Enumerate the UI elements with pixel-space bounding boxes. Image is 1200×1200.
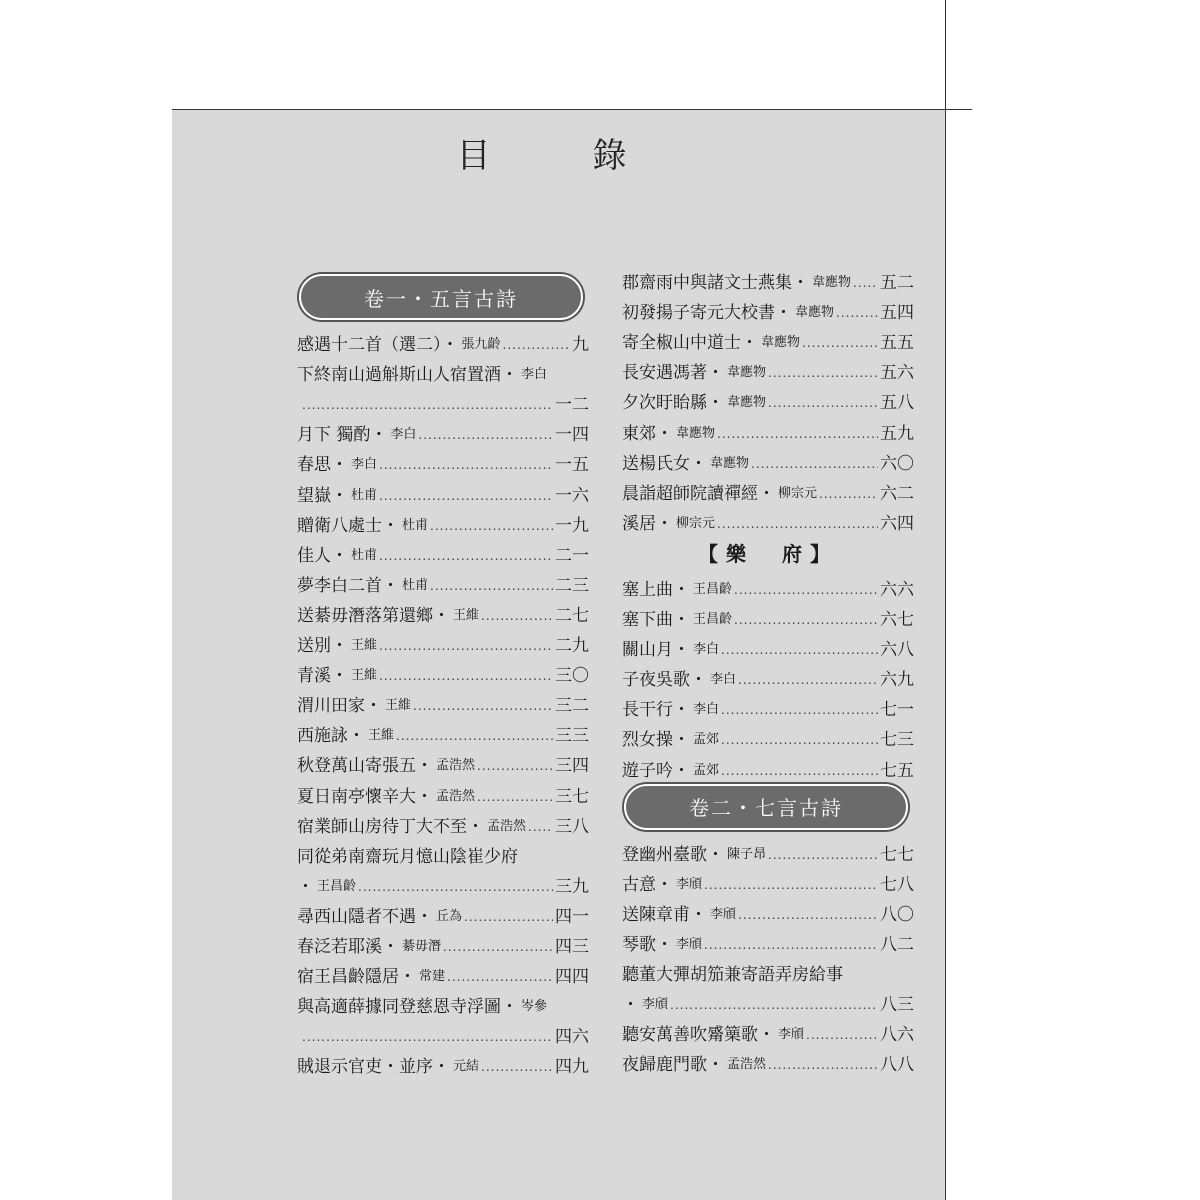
entry-author: 陳子昂 xyxy=(727,846,767,862)
toc-entry[interactable] xyxy=(297,958,589,988)
leader-dots xyxy=(734,609,878,631)
leader-dots xyxy=(443,936,553,958)
entry-page: 五二 xyxy=(880,273,914,294)
toc-left-column xyxy=(297,272,589,1078)
entry-title: 晨詣超師院讀禪經・ xyxy=(622,483,775,504)
toc-entry[interactable] xyxy=(622,721,914,751)
entry-page: 八二 xyxy=(880,934,914,955)
entry-author: 李白 xyxy=(351,457,378,473)
entry-title: 琴歌・ xyxy=(622,934,673,955)
toc-entry[interactable] xyxy=(622,751,914,781)
entry-page: 二三 xyxy=(555,575,589,596)
entry-author: 王昌齡 xyxy=(317,878,357,894)
entry-title: 郡齋雨中與諸文士燕集・ xyxy=(622,273,809,294)
entry-title: ・ xyxy=(297,876,314,897)
entry-author: 孟郊 xyxy=(693,732,720,748)
toc-entry[interactable] xyxy=(297,416,589,446)
leader-dots xyxy=(721,729,878,751)
entry-page: 三三 xyxy=(555,726,589,747)
toc-entry[interactable] xyxy=(622,324,914,354)
entry-page: 三四 xyxy=(555,756,589,777)
entry-page: 六四 xyxy=(880,513,914,534)
entry-title: 遊子吟・ xyxy=(622,760,690,781)
toc-entry[interactable] xyxy=(297,386,589,416)
entry-page: 七五 xyxy=(880,760,914,781)
toc-entry[interactable] xyxy=(622,445,914,475)
entry-author: 丘為 xyxy=(436,908,463,924)
volume-banner-1 xyxy=(299,274,583,320)
entry-page: 四三 xyxy=(555,936,589,957)
leader-dots xyxy=(379,665,553,687)
leader-dots xyxy=(670,994,878,1016)
leader-dots xyxy=(302,1026,553,1048)
entry-author: 韋應物 xyxy=(727,395,767,411)
leader-dots xyxy=(738,904,878,926)
entry-page: 三八 xyxy=(555,816,589,837)
entry-author: 杜甫 xyxy=(402,577,429,593)
leader-dots xyxy=(503,334,570,356)
entry-title: 烈女操・ xyxy=(622,730,690,751)
entry-page: 六二 xyxy=(880,483,914,504)
toc-entry[interactable] xyxy=(297,567,589,597)
leader-dots xyxy=(379,545,553,567)
toc-entry[interactable] xyxy=(622,1016,914,1046)
entry-author: 李白 xyxy=(693,642,720,658)
toc-entry[interactable] xyxy=(622,505,914,535)
leader-dots xyxy=(734,579,878,601)
toc-entry[interactable] xyxy=(297,988,589,1018)
entry-page: 二一 xyxy=(555,545,589,566)
leader-dots xyxy=(717,513,878,535)
entry-author: 綦毋潛 xyxy=(402,938,442,954)
entry-author: 李白 xyxy=(693,702,720,718)
toc-entry[interactable] xyxy=(622,926,914,956)
volume-banner-2 xyxy=(624,784,908,830)
leader-dots xyxy=(481,1056,553,1078)
entry-title: 東郊・ xyxy=(622,423,673,444)
leader-dots xyxy=(379,454,553,476)
entry-title: 西施詠・ xyxy=(297,726,365,747)
entry-title: 贈衛八處士・ xyxy=(297,515,399,536)
entry-author: 岑參 xyxy=(521,999,548,1015)
entry-title: 與高適薛據同登慈恩寺浮圖・ xyxy=(297,997,518,1018)
entry-page: 四六 xyxy=(555,1027,589,1048)
entry-title: 送陳章甫・ xyxy=(622,904,707,925)
leader-dots xyxy=(430,515,553,537)
entry-title: 渭川田家・ xyxy=(297,696,382,717)
entry-title: 溪居・ xyxy=(622,513,673,534)
entry-page: 四一 xyxy=(555,906,589,927)
toc-entry[interactable] xyxy=(297,1018,589,1048)
entry-title: 塞下曲・ xyxy=(622,610,690,631)
entry-title: ・ xyxy=(622,995,639,1016)
entry-page: 一二 xyxy=(555,395,589,416)
toc-entry[interactable] xyxy=(297,808,589,838)
entry-page: 七七 xyxy=(880,844,914,865)
entry-page: 三九 xyxy=(555,876,589,897)
entry-author: 李白 xyxy=(521,367,548,383)
entry-title: 夢李白二首・ xyxy=(297,575,399,596)
entry-title: 賊退示官吏・並序・ xyxy=(297,1057,450,1078)
entry-author: 李頎 xyxy=(642,997,669,1013)
entry-title: 同從弟南齋玩月憶山陰崔少府 xyxy=(297,846,518,867)
entry-page: 七八 xyxy=(880,874,914,895)
toc-entry[interactable] xyxy=(622,836,914,866)
entry-author: 孟郊 xyxy=(693,762,720,778)
leader-dots xyxy=(806,1024,878,1046)
entry-title: 塞上曲・ xyxy=(622,579,690,600)
leader-dots xyxy=(430,575,553,597)
toc-entry[interactable] xyxy=(622,294,914,324)
entry-title: 聽安萬善吹觱篥歌・ xyxy=(622,1025,775,1046)
leader-dots xyxy=(413,695,553,717)
entry-author: 韋應物 xyxy=(795,305,835,321)
entry-author: 張九齡 xyxy=(461,337,501,353)
entry-author: 杜甫 xyxy=(351,547,378,563)
leader-dots xyxy=(738,669,878,691)
toc-entry[interactable] xyxy=(622,1046,914,1076)
volume-banner-1-label: 卷一・五言古詩 xyxy=(364,286,518,311)
section-heading-yuefu: 【樂 府】 xyxy=(698,542,838,567)
toc-entry[interactable] xyxy=(297,507,589,537)
entry-title: 春泛若耶溪・ xyxy=(297,936,399,957)
leader-dots xyxy=(477,755,553,777)
entry-author: 王昌齡 xyxy=(693,581,733,597)
entry-title: 宿業師山房待丁大不至・ xyxy=(297,816,484,837)
entry-page: 四四 xyxy=(555,967,589,988)
entry-page: 九 xyxy=(572,335,589,356)
entry-author: 韋應物 xyxy=(761,335,801,351)
entry-title: 下終南山過斛斯山人宿置酒・ xyxy=(297,365,518,386)
toc-list-right-b xyxy=(622,571,914,782)
toc-entry[interactable] xyxy=(297,537,589,567)
toc-list-right-a xyxy=(622,264,914,535)
entry-title: 春思・ xyxy=(297,455,348,476)
entry-page: 六七 xyxy=(880,610,914,631)
entry-author: 柳宗元 xyxy=(676,515,716,531)
entry-page: 四九 xyxy=(555,1057,589,1078)
toc-entry[interactable] xyxy=(297,627,589,657)
entry-title: 感遇十二首（選二）・ xyxy=(297,335,459,356)
entry-author: 王維 xyxy=(385,698,412,714)
entry-title: 宿王昌齡隱居・ xyxy=(297,967,416,988)
entry-author: 孟浩然 xyxy=(487,818,527,834)
leader-dots xyxy=(721,639,878,661)
entry-author: 李頎 xyxy=(676,936,703,952)
entry-author: 李白 xyxy=(710,672,737,688)
entry-page: 五六 xyxy=(880,363,914,384)
leader-dots xyxy=(768,1054,878,1076)
entry-author: 韋應物 xyxy=(727,365,767,381)
entry-page: 二七 xyxy=(555,605,589,626)
entry-page: 一四 xyxy=(555,425,589,446)
entry-author: 孟浩然 xyxy=(436,758,476,774)
toc-entry[interactable] xyxy=(297,446,589,476)
entry-title: 長干行・ xyxy=(622,700,690,721)
leader-dots xyxy=(751,453,878,475)
toc-list-left xyxy=(297,326,589,1078)
entry-author: 元結 xyxy=(453,1059,480,1075)
toc-entry[interactable] xyxy=(622,986,914,1016)
page-top-margin xyxy=(172,0,946,110)
right-rule xyxy=(945,0,946,1200)
toc-entry[interactable] xyxy=(297,717,589,747)
entry-author: 孟浩然 xyxy=(436,788,476,804)
leader-dots xyxy=(528,816,553,838)
leader-dots xyxy=(721,760,878,782)
toc-entry[interactable] xyxy=(622,866,914,896)
entry-title: 佳人・ xyxy=(297,545,348,566)
entry-page: 三二 xyxy=(555,696,589,717)
toc-entry[interactable] xyxy=(622,956,914,986)
entry-author: 王昌齡 xyxy=(693,612,733,628)
entry-title: 長安遇馮著・ xyxy=(622,363,724,384)
entry-author: 王維 xyxy=(368,728,395,744)
entry-title: 聽董大彈胡笳兼寄語弄房給事 xyxy=(622,964,843,985)
entry-author: 杜甫 xyxy=(351,487,378,503)
entry-page: 二九 xyxy=(555,636,589,657)
toc-entry[interactable] xyxy=(297,928,589,958)
entry-author: 李頎 xyxy=(778,1027,805,1043)
entry-page: 八六 xyxy=(880,1025,914,1046)
entry-title: 月下 獨酌・ xyxy=(297,425,388,446)
entry-page: 五五 xyxy=(880,333,914,354)
entry-author: 韋應物 xyxy=(676,425,716,441)
toc-entry[interactable] xyxy=(297,898,589,928)
entry-page: 八〇 xyxy=(880,904,914,925)
toc-entry[interactable] xyxy=(297,777,589,807)
toc-entry[interactable] xyxy=(622,354,914,384)
leader-dots xyxy=(302,394,553,416)
toc-entry[interactable] xyxy=(297,597,589,627)
leader-dots xyxy=(802,332,878,354)
entry-page: 八三 xyxy=(880,995,914,1016)
top-rule xyxy=(172,109,972,110)
entry-author: 孟浩然 xyxy=(727,1057,767,1073)
leader-dots xyxy=(418,424,553,446)
entry-title: 登幽州臺歌・ xyxy=(622,844,724,865)
entry-title: 古意・ xyxy=(622,874,673,895)
entry-title: 尋西山隱者不遇・ xyxy=(297,906,433,927)
toc-entry[interactable] xyxy=(622,896,914,926)
entry-author: 李頎 xyxy=(676,876,703,892)
entry-author: 王維 xyxy=(351,668,378,684)
entry-title: 夕次盱眙縣・ xyxy=(622,393,724,414)
entry-page: 六九 xyxy=(880,670,914,691)
toc-entry[interactable] xyxy=(622,601,914,631)
entry-title: 送楊氏女・ xyxy=(622,453,707,474)
entry-author: 李白 xyxy=(390,427,417,443)
leader-dots xyxy=(768,392,878,414)
entry-title: 送綦毋潛落第還鄉・ xyxy=(297,605,450,626)
toc-entry[interactable] xyxy=(622,414,914,444)
entry-page: 七三 xyxy=(880,730,914,751)
entry-page: 五九 xyxy=(880,423,914,444)
entry-title: 關山月・ xyxy=(622,640,690,661)
entry-author: 常建 xyxy=(419,969,446,985)
toc-entry[interactable] xyxy=(622,661,914,691)
entry-title: 夜歸鹿門歌・ xyxy=(622,1055,724,1076)
entry-author: 王維 xyxy=(453,607,480,623)
leader-dots xyxy=(768,844,878,866)
toc-entry[interactable] xyxy=(297,326,589,356)
entry-page: 一九 xyxy=(555,515,589,536)
leader-dots xyxy=(721,699,878,721)
entry-page: 八八 xyxy=(880,1055,914,1076)
entry-title: 寄全椒山中道士・ xyxy=(622,333,758,354)
toc-entry[interactable] xyxy=(622,571,914,601)
leader-dots xyxy=(477,786,553,808)
leader-dots xyxy=(379,635,553,657)
volume-banner-2-label: 卷二・七言古詩 xyxy=(689,796,843,820)
toc-entry[interactable] xyxy=(297,747,589,777)
entry-page: 六八 xyxy=(880,640,914,661)
toc-entry[interactable] xyxy=(297,868,589,898)
leader-dots xyxy=(447,966,553,988)
entry-page: 一六 xyxy=(555,485,589,506)
entry-page: 三七 xyxy=(555,786,589,807)
entry-page: 三〇 xyxy=(555,666,589,687)
leader-dots xyxy=(836,302,878,324)
toc-entry[interactable] xyxy=(622,264,914,294)
entry-author: 韋應物 xyxy=(812,275,852,291)
toc-entry[interactable] xyxy=(622,691,914,721)
leader-dots xyxy=(704,874,878,896)
toc-entry[interactable] xyxy=(622,475,914,505)
entry-title: 子夜吳歌・ xyxy=(622,670,707,691)
leader-dots xyxy=(717,423,878,445)
entry-page: 七一 xyxy=(880,700,914,721)
entry-title: 送別・ xyxy=(297,636,348,657)
leader-dots xyxy=(704,934,878,956)
toc-right-column xyxy=(622,264,914,1076)
entry-author: 王維 xyxy=(351,638,378,654)
toc-entry[interactable] xyxy=(297,476,589,506)
entry-page: 五八 xyxy=(880,393,914,414)
entry-author: 杜甫 xyxy=(402,517,429,533)
leader-dots xyxy=(379,485,553,507)
entry-title: 初發揚子寄元大校書・ xyxy=(622,303,792,324)
entry-page: 六六 xyxy=(880,579,914,600)
page-title: 目 錄 xyxy=(456,136,661,176)
leader-dots xyxy=(819,483,878,505)
toc-entry[interactable] xyxy=(297,1048,589,1078)
entry-author: 李頎 xyxy=(710,906,737,922)
toc-entry[interactable] xyxy=(622,384,914,414)
entry-page: 一五 xyxy=(555,455,589,476)
toc-entry[interactable] xyxy=(297,687,589,717)
entry-title: 夏日南亭懷辛大・ xyxy=(297,786,433,807)
toc-list-right-c xyxy=(622,836,914,1077)
toc-entry[interactable] xyxy=(297,838,589,868)
leader-dots xyxy=(358,876,553,898)
toc-entry[interactable] xyxy=(297,657,589,687)
entry-page: 五四 xyxy=(880,303,914,324)
entry-title: 望嶽・ xyxy=(297,485,348,506)
entry-title: 秋登萬山寄張五・ xyxy=(297,756,433,777)
entry-title: 青溪・ xyxy=(297,666,348,687)
toc-entry[interactable] xyxy=(622,631,914,661)
leader-dots xyxy=(768,362,878,384)
toc-entry[interactable] xyxy=(297,356,589,386)
entry-author: 韋應物 xyxy=(710,455,750,471)
leader-dots xyxy=(396,725,553,747)
entry-page: 六〇 xyxy=(880,453,914,474)
leader-dots xyxy=(481,605,553,627)
leader-dots xyxy=(464,906,553,928)
leader-dots xyxy=(853,272,878,294)
entry-author: 柳宗元 xyxy=(778,485,818,501)
